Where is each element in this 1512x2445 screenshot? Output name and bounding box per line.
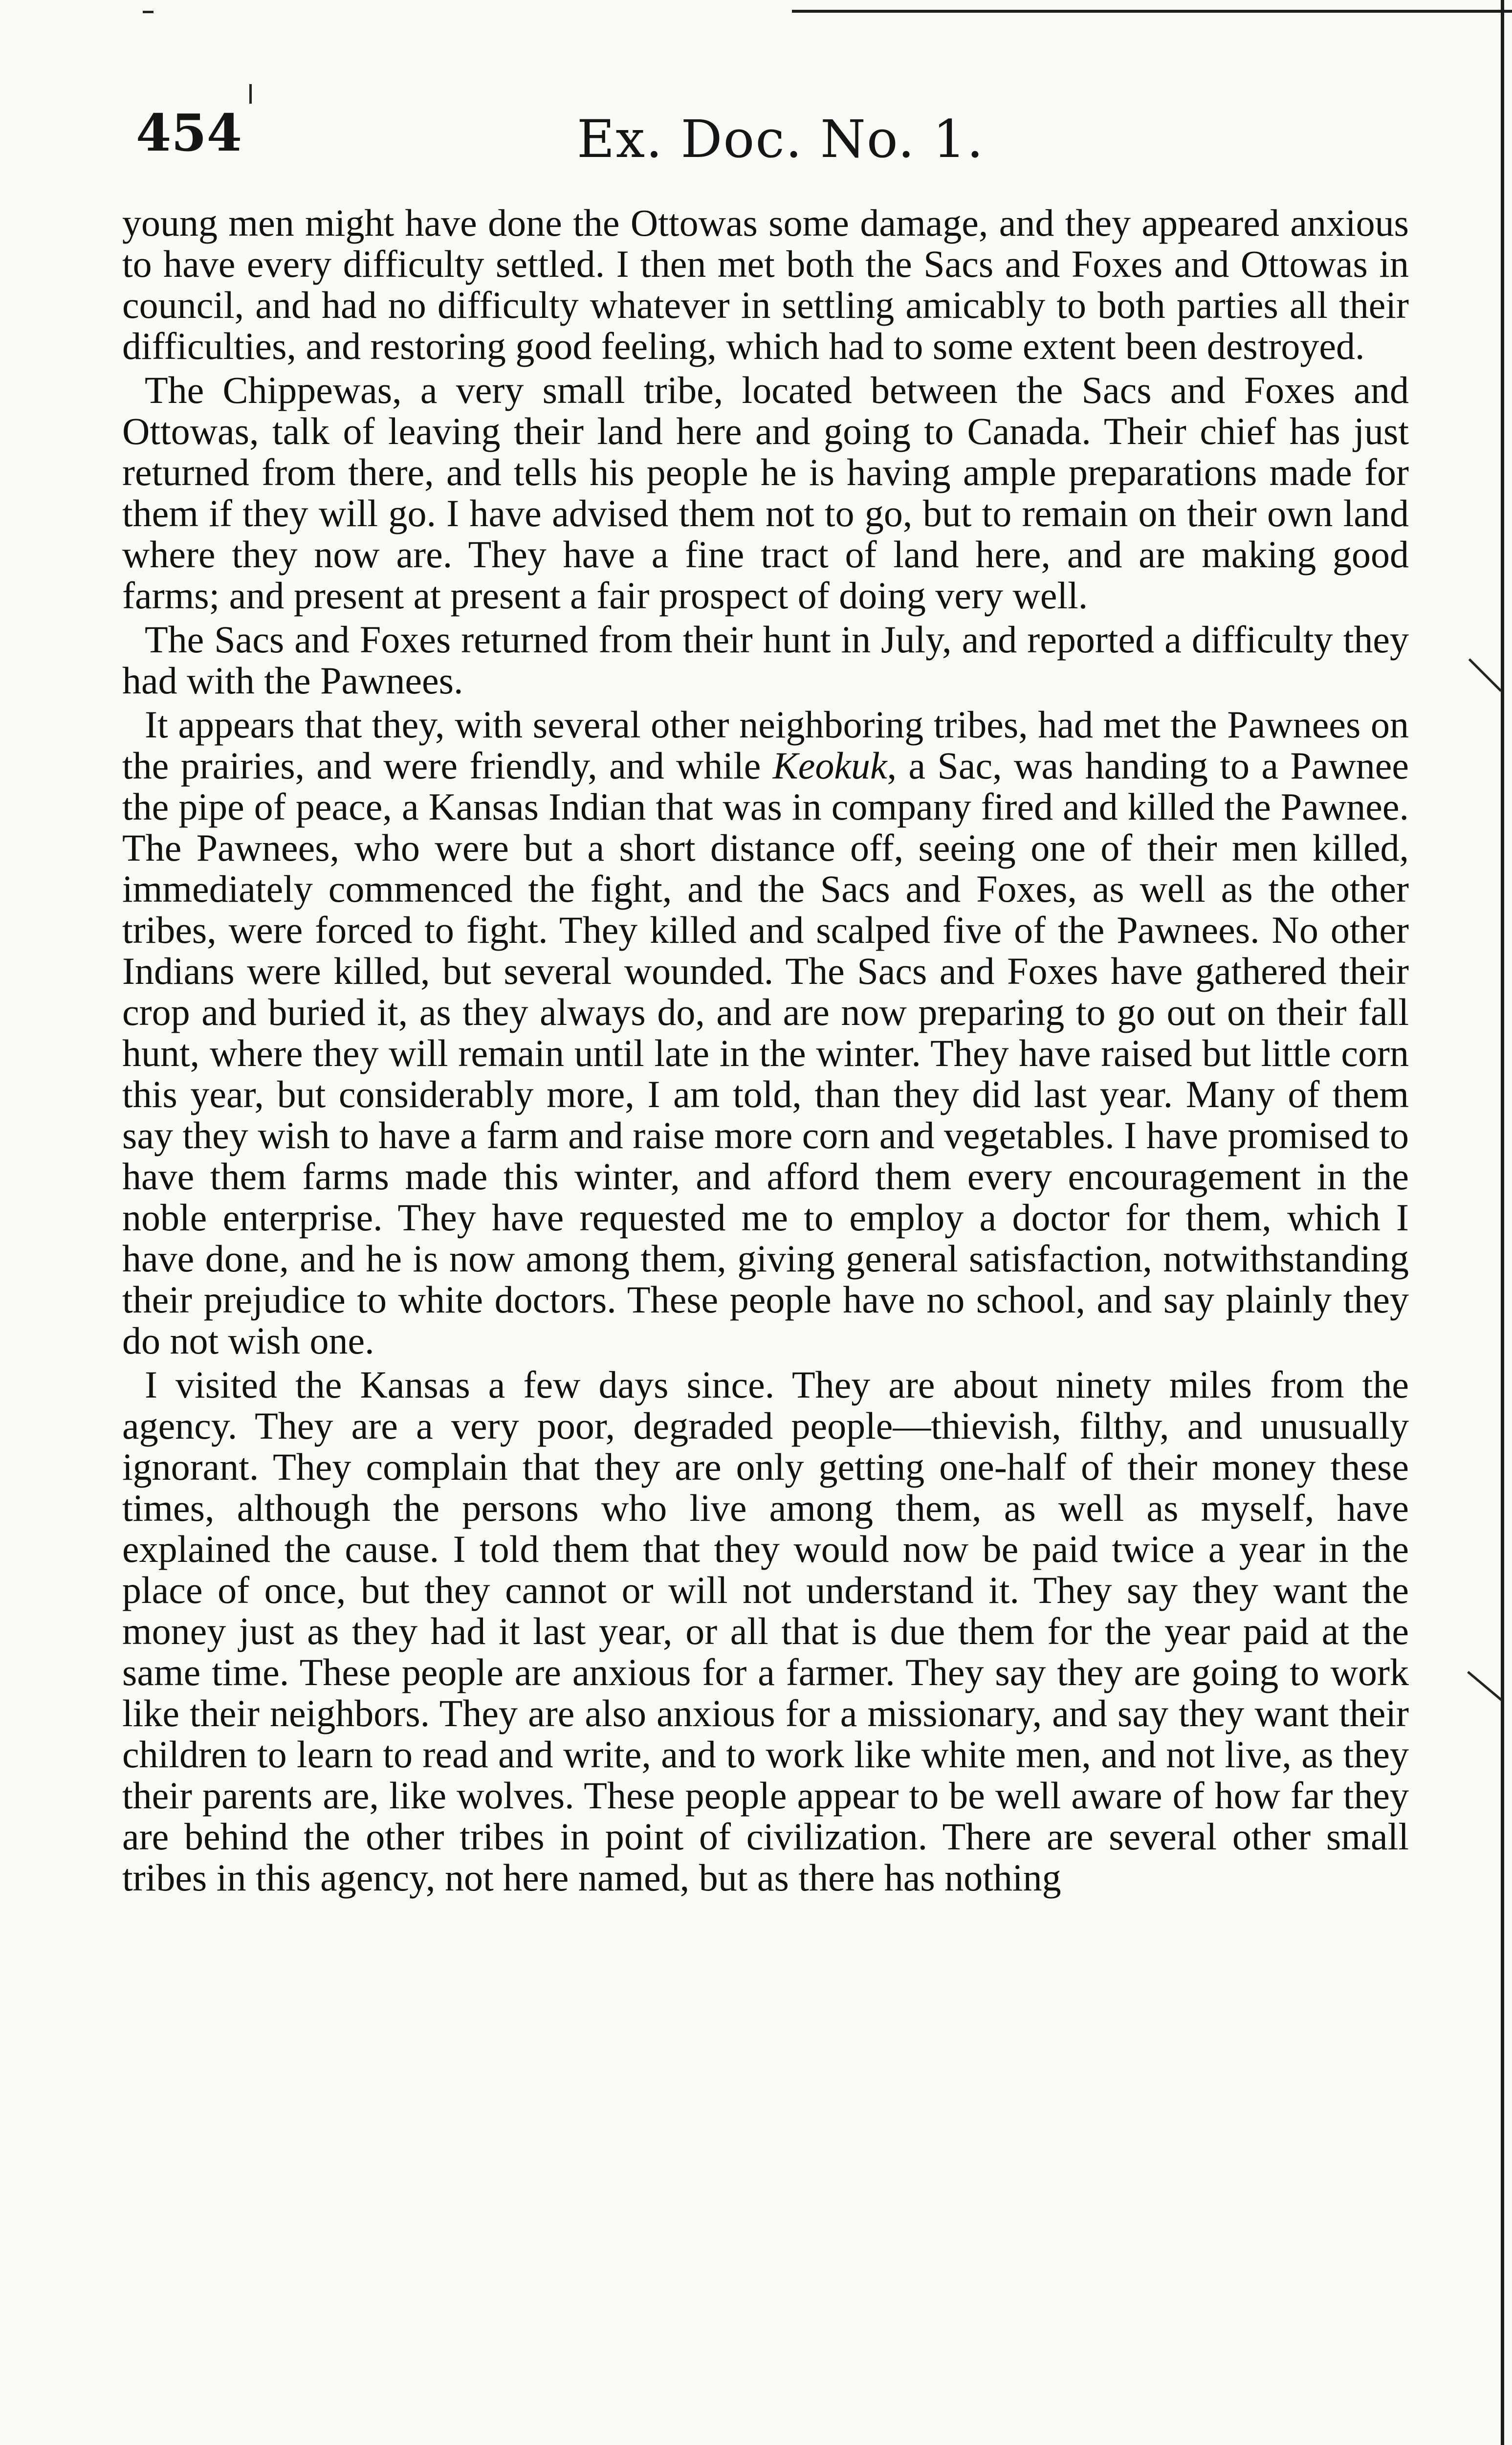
scan-speck <box>249 84 252 104</box>
paragraph-3: The Sacs and Foxes returned from their hunt in July, and reported a difficulty they had with the Pawnees. <box>122 618 1409 702</box>
page-number: 454 <box>136 103 242 163</box>
paragraph-1: young men might have done the Ottowas some damage, and they appeared anxious to have every difficulty settled. I then met both the Sacs and Foxes and Ottowas in council, and had no difficulty whatever in settling amicably to both parties all their difficulties, and restoring good feeling, which had to some extent been destroyed. <box>122 201 1409 367</box>
body-text <box>122 202 1409 1898</box>
margin-mark <box>1468 658 1502 692</box>
paragraph-4-text-a: It appears that they, with several other neighboring tribes, had met the Pawnees on the prairies, and were friendly, and while <box>122 703 1409 787</box>
paragraph-4 <box>122 704 1409 1361</box>
running-head: Ex. Doc. No. 1. <box>577 109 985 169</box>
name-keokuk: Keokuk <box>772 744 887 787</box>
top-edge-line <box>792 10 1512 13</box>
paragraph-4-text-b: , a Sac, was handing to a Pawnee the pipe of peace, a Kansas Indian that was in company fired and killed the Pawnee. The Pawnees, who were but a short distance off, seeing one of their men killed, immediately commenced the fight, and the Sacs and Foxes, as well as the other tribes, were forced to fight. They killed and scalped five of the Pawnees. No other Indians were killed, but several wounded. The Sacs and Foxes have gathered their crop and buried it, as they always do, and are now preparing to go out on their fall hunt, where they will remain until late in the winter. They have raised but little corn this year, but considerably more, I am told, than they did last year. Many of them say they wish to have a farm and raise more corn and vegetables. I have promised to have them farms made this winter, and afford them every encouragement in the noble enterprise. They have requested me to employ a doctor for them, which I have done, and he is now among them, giving general satisfaction, notwithstanding their prejudice to white doctors. These people have no school, and say plainly they do not wish one. <box>122 744 1409 1362</box>
margin-mark <box>1467 1671 1503 1702</box>
paragraph-5: I visited the Kansas a few days since. They are about ninety miles from the agency. They are a very poor, degraded people—thievish, filthy, and unusually ignorant. They complain that they are only getting one-half of their money these times, although the persons who live among them, as well as myself, have explained the cause. I told them that they would now be paid twice a year in the place of once, but they cannot or will not understand it. They say they want the money just as they had it last year, or all that is due them for the year paid at the same time. These people are anxious for a farmer. They say they are going to work like their neighbors. They are also anxious for a missionary, and say they want their children to learn to read and write, and to work like white men, and not live, as they their parents are, like wolves. These people appear to be well aware of how far they are behind the other tribes in point of civilization. There are several other small tribes in this agency, not here named, but as there has nothing <box>122 1363 1409 1899</box>
scan-speck <box>143 11 153 13</box>
right-edge-line <box>1501 0 1504 2445</box>
paragraph-2: The Chippewas, a very small tribe, located between the Sacs and Foxes and Ottowas, talk of leaving their land here and going to Canada. Their chief has just returned from there, and tells his people he is having ample preparations made for them if they will go. I have advised them not to go, but to remain on their own land where they now are. They have a fine tract of land here, and are making good farms; and present at present a fair prospect of doing very well. <box>122 369 1409 617</box>
